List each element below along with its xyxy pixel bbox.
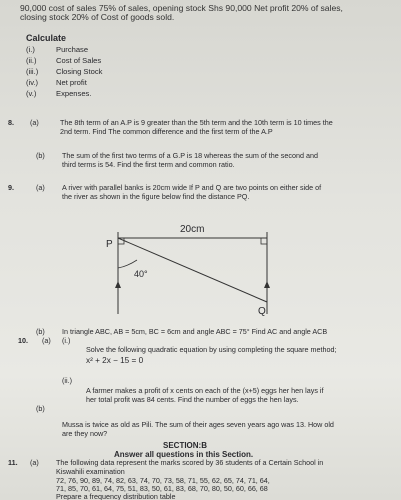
q10-number: 10. — [18, 336, 28, 345]
q11-line-5: Prepare a frequency distribution table — [56, 492, 176, 500]
arrow-right-bank — [264, 281, 270, 288]
q10-ii-line-1: A farmer makes a profit of x cents on each of the (x+5) eggs her hen lays if — [86, 386, 324, 395]
q8-a-line-2: 2nd term. Find The common difference and the first term of the A.P — [60, 127, 273, 136]
q11-line-4: 71, 85, 70, 61, 64, 75, 51, 83, 50, 61, 83, 68, 70, 80, 50, 60, 66, 68 — [56, 484, 268, 493]
calc-item-num-1: (i.) — [26, 45, 35, 54]
header-line-1: 90,000 cost of sales 75% of sales, opening stock Shs 90,000 Net profit 20% of sales, — [20, 3, 343, 13]
section-title: SECTION:B — [163, 441, 207, 450]
section-instruction: Answer all questions in this Section. — [114, 450, 254, 459]
q10-b-line-1: Mussa is twice as old as Pili. The sum of their ages seven years ago was 13. How old — [62, 420, 334, 429]
q9-b-line-1: In triangle ABC, AB = 5cm, BC = 6cm and angle ABC = 75° Find AC and angle ACB — [62, 327, 328, 336]
q8-b-line-1: The sum of the first two terms of a G.P is 18 whereas the sum of the second and — [62, 151, 318, 160]
angle-label: 40° — [134, 269, 148, 279]
q10-a-label: (a) — [42, 336, 51, 345]
header-line-2: closing stock 20% of Cost of goods sold. — [20, 12, 175, 22]
q8-b-line-2: third terms is 54. Find the first term and common ratio. — [62, 160, 235, 169]
calc-item-text-2: Cost of Sales — [56, 56, 102, 65]
calc-item-text-4: Net profit — [56, 78, 87, 87]
q9-a-label: (a) — [36, 183, 45, 192]
q11-line-2: Kiswahili examination — [56, 467, 125, 476]
q10-b-label: (b) — [36, 404, 45, 413]
q9-a-line-2: the river as shown in the figure below find the distance PQ. — [62, 192, 250, 201]
q10-ii-line-2: her total profit was 84 cents. Find the number of eggs the hen lays. — [86, 395, 299, 404]
q10-ii-label: (ii.) — [62, 376, 72, 385]
calc-item-text-1: Purchase — [56, 45, 89, 54]
calc-item-num-2: (ii.) — [26, 56, 37, 65]
q10-i-line-1: Solve the following quadratic equation by using completing the square method; — [86, 345, 337, 354]
q-label: Q — [258, 306, 266, 317]
calc-item-num-3: (iii.) — [26, 67, 39, 76]
width-label: 20cm — [180, 224, 205, 235]
q11-line-1: The following data represent the marks scored by 36 students of a Certain School in — [56, 458, 324, 467]
arrow-left-bank — [115, 281, 121, 288]
q10-b-line-2: are they now? — [62, 429, 108, 438]
calc-item-num-4: (iv.) — [26, 78, 39, 87]
river-figure — [100, 218, 290, 322]
calculate-title: Calculate — [26, 33, 67, 43]
q11-a-label: (a) — [30, 458, 39, 467]
q10-i-label: (i.) — [62, 336, 71, 345]
angle-arc — [118, 260, 137, 268]
q8-a-line-1: The 8th term of an A.P is 9 greater than the 5th term and the 10th term is 10 times the — [60, 118, 333, 127]
q9-b-label: (b) — [36, 327, 45, 336]
q11-number: 11. — [8, 458, 18, 467]
q8-a-label: (a) — [30, 118, 39, 127]
q8-b-label: (b) — [36, 151, 45, 160]
q9-a-line-1: A river with parallel banks is 20cm wide If P and Q are two points on either side of — [62, 183, 322, 192]
calc-item-text-3: Closing Stock — [56, 67, 103, 76]
q9-number: 9. — [8, 183, 14, 192]
calc-item-num-5: (v.) — [26, 89, 37, 98]
right-angle-top — [261, 238, 267, 244]
q10-equation: x² + 2x − 15 = 0 — [86, 356, 144, 365]
calc-item-text-5: Expenses. — [56, 89, 92, 98]
q11-line-3: 72, 76, 90, 89, 74, 82, 63, 74, 70, 73, 58, 71, 55, 62, 65, 74, 71, 64, — [56, 476, 270, 485]
p-label: P — [106, 239, 113, 250]
q8-number: 8. — [8, 118, 14, 127]
